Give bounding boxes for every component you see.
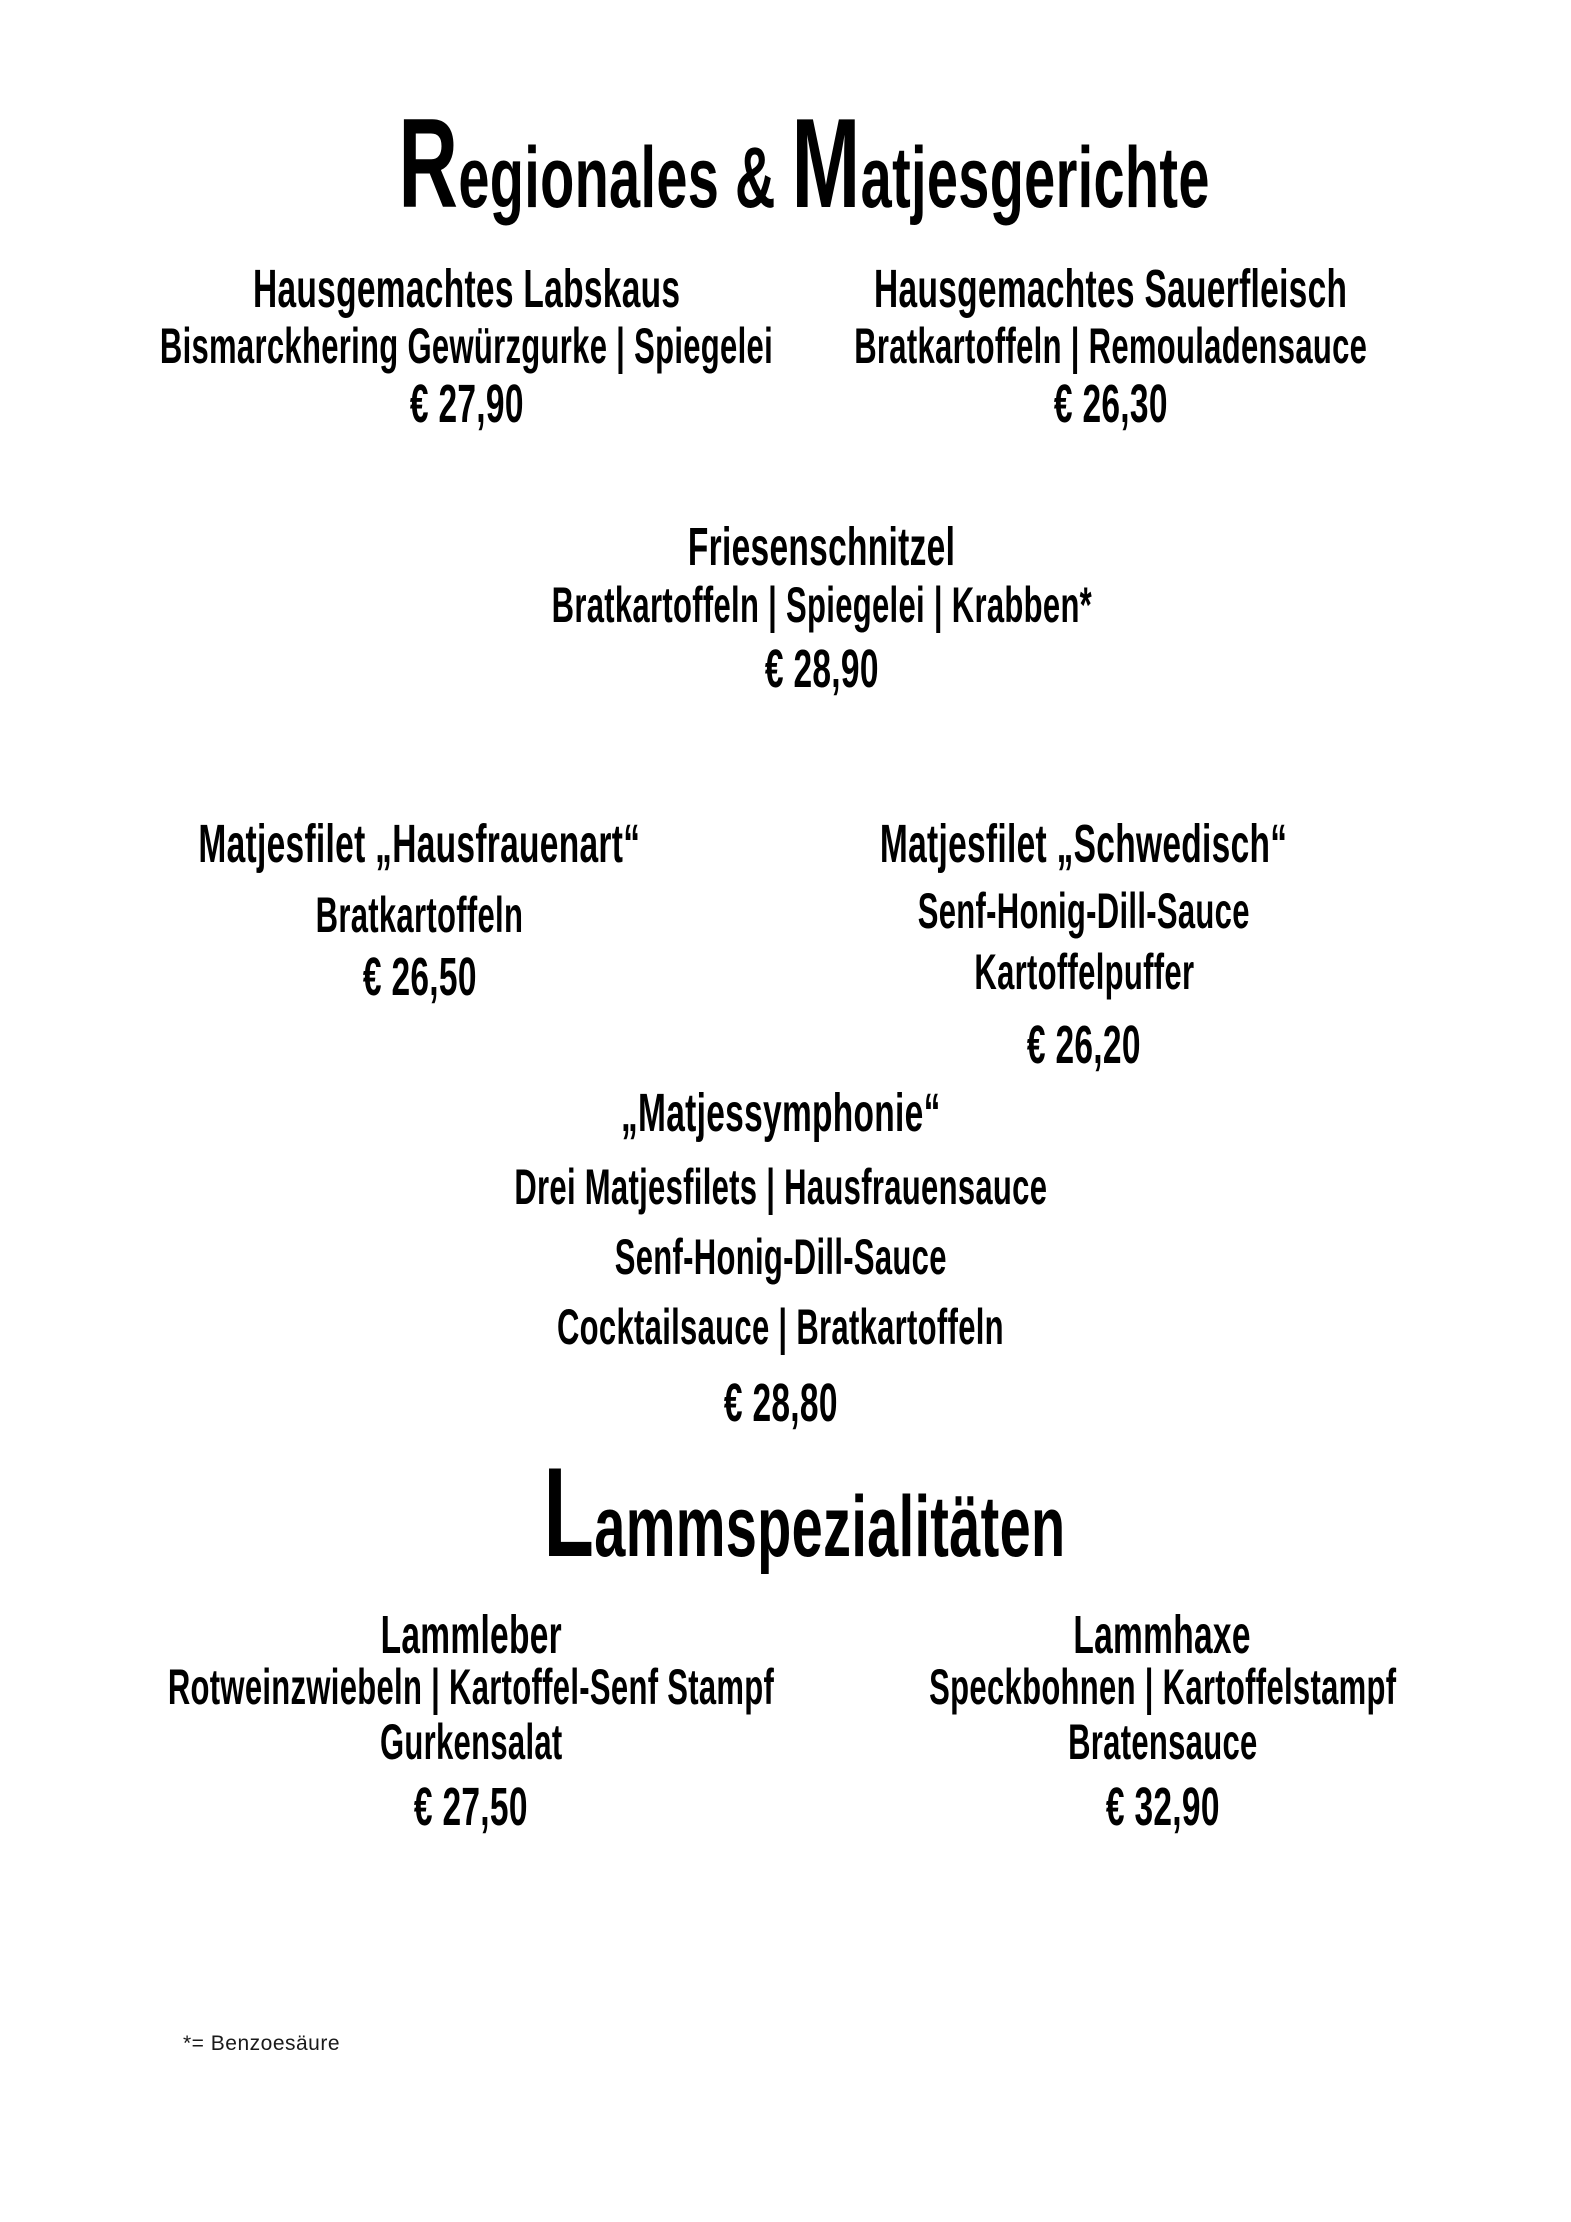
dish-price-sauerfleisch: [482, 374, 1571, 434]
dish-name-text: Lammhaxe: [1073, 1605, 1252, 1665]
dish-name-text: Matjesfilet „Schwedisch“: [880, 814, 1288, 874]
dish-price-matjessymphonie: [152, 1373, 1409, 1433]
section-heading-regionales-matjesgerichte: [176, 92, 1433, 234]
dish-price-text: € 26,30: [1053, 374, 1168, 434]
footnote-benzoesaeure: *= Benzoesäure: [183, 2032, 341, 2055]
dish-price-text: € 27,50: [414, 1777, 529, 1837]
section-heading-text: [398, 92, 1210, 234]
heading-rest: atjesgerichte: [860, 130, 1210, 226]
dish-desc-text: Kartoffelpuffer: [974, 944, 1194, 1000]
dish-name-matjessymphonie: [152, 1083, 1409, 1143]
dish-desc-matjessymphonie-2: [152, 1229, 1409, 1285]
dish-desc-text: Bratkartoffeln: [315, 887, 524, 943]
dish-desc-text: Bratkartoffeln | Spiegelei | Krabben*: [551, 577, 1092, 633]
dish-desc-lammhaxe-2: [534, 1714, 1571, 1770]
dish-price-text: € 28,90: [764, 639, 879, 699]
dish-name-text: Hausgemachtes Labskaus: [252, 259, 681, 319]
dish-desc-matjes-schwedisch-1: [456, 883, 1571, 939]
dish-name-text: Friesenschnitzel: [687, 517, 956, 577]
dish-price-text: € 26,20: [1027, 1015, 1141, 1075]
dish-desc-matjes-schwedisch-2: [456, 944, 1571, 1000]
section-heading-text: [543, 1441, 1066, 1583]
dish-name-lammhaxe: [534, 1605, 1571, 1665]
dish-price-text: € 27,90: [409, 374, 524, 434]
dish-desc-text: Bratkartoffeln | Remouladensauce: [854, 318, 1368, 374]
dish-name-text: „Matjessymphonie“: [620, 1083, 941, 1143]
heading-rest: egionales &: [458, 130, 792, 226]
dish-desc-text: Senf-Honig-Dill-Sauce: [917, 883, 1250, 939]
dish-desc-matjessymphonie-3: [152, 1299, 1409, 1355]
dish-desc-matjessymphonie-1: [152, 1159, 1409, 1215]
dish-name-text: Matjesfilet „Hausfrauenart“: [198, 814, 641, 874]
dish-desc-lammhaxe-1: [534, 1659, 1571, 1715]
dish-desc-text: Speckbohnen | Kartoffelstampf: [928, 1659, 1397, 1715]
dish-price-friesenschnitzel: [193, 639, 1450, 699]
heading-initial-m: M: [791, 92, 861, 234]
dish-desc-text: Bratensauce: [1067, 1714, 1258, 1770]
dish-desc-text: Drei Matjesfilets | Hausfrauensauce: [514, 1159, 1048, 1215]
dish-desc-text: Bismarckhering Gewürzgurke | Spiegelei: [160, 318, 774, 374]
dish-desc-text: Rotweinzwiebeln | Kartoffel-Senf Stampf: [168, 1659, 775, 1715]
dish-price-text: € 32,90: [1105, 1777, 1220, 1837]
heading-rest: ammspezialitäten: [594, 1479, 1066, 1575]
dish-desc-sauerfleisch: [482, 318, 1571, 374]
dish-desc-friesenschnitzel: [193, 577, 1450, 633]
dish-desc-text: Cocktailsauce | Bratkartoffeln: [557, 1299, 1005, 1355]
section-heading-lammspezialitaeten: [176, 1441, 1433, 1583]
dish-desc-text: Senf-Honig-Dill-Sauce: [614, 1229, 947, 1285]
heading-initial-l: L: [543, 1441, 595, 1583]
dish-price-lammhaxe: [534, 1777, 1571, 1837]
dish-price-matjes-schwedisch: [456, 1015, 1571, 1075]
dish-name-sauerfleisch: [482, 259, 1571, 319]
heading-initial-r: R: [398, 92, 459, 234]
dish-name-text: Hausgemachtes Sauerfleisch: [874, 259, 1348, 319]
dish-name-matjes-schwedisch: [456, 814, 1571, 874]
dish-price-text: € 28,80: [723, 1373, 838, 1433]
dish-name-friesenschnitzel: [193, 517, 1450, 577]
dish-name-text: Lammleber: [380, 1605, 563, 1665]
dish-price-text: € 26,50: [362, 947, 477, 1007]
dish-desc-text: Gurkensalat: [380, 1714, 563, 1770]
